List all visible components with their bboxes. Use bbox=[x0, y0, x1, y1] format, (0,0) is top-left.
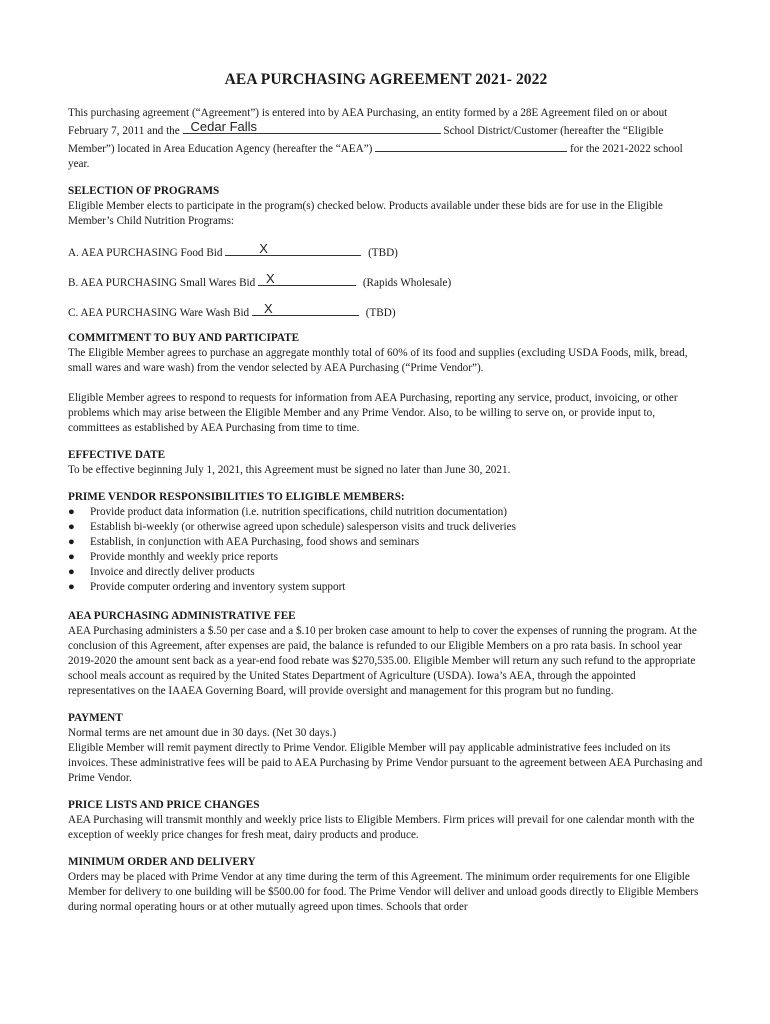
minimum-order-section bbox=[68, 855, 704, 915]
program-small-wares-bid bbox=[68, 273, 704, 289]
responsibilities-section bbox=[68, 490, 704, 595]
list-item-text: Provide monthly and weekly price reports bbox=[90, 551, 278, 563]
effective-date-text: To be effective beginning July 1, 2021, this Agreement must be signed no later than June 30, 2021. bbox=[68, 464, 511, 476]
program-food-bid bbox=[68, 243, 704, 259]
commitment-paragraph-2: Eligible Member agrees to respond to requests for information from AEA Purchasing, reporting any service, product, invoicing, or other problems which may arise between the Eligible Member and any Prime Vendor. Also, to be willing to serve on, or provide input to, committees as established by AEA Purchasing from time to time. bbox=[68, 392, 678, 434]
program-checkbox-field[interactable] bbox=[258, 273, 356, 286]
program-checkbox-field[interactable] bbox=[225, 243, 361, 256]
payment-line-1: Normal terms are net amount due in 30 days. (Net 30 days.) bbox=[68, 727, 337, 739]
bullet-icon: ● bbox=[68, 506, 75, 518]
program-note: (Rapids Wholesale) bbox=[362, 277, 452, 289]
fee-heading: AEA PURCHASING ADMINISTRATIVE FEE bbox=[68, 610, 296, 622]
list-item bbox=[68, 565, 704, 580]
minimum-order-heading: MINIMUM ORDER AND DELIVERY bbox=[68, 856, 256, 868]
selection-section bbox=[68, 184, 704, 319]
responsibilities-heading: PRIME VENDOR RESPONSIBILITIES TO ELIGIBLE MEMBERS: bbox=[68, 491, 405, 503]
payment-heading: PAYMENT bbox=[68, 712, 123, 724]
list-item-text: Establish, in conjunction with AEA Purchasing, food shows and seminars bbox=[90, 536, 420, 548]
list-item bbox=[68, 580, 704, 595]
selection-heading: SELECTION OF PROGRAMS bbox=[68, 185, 220, 197]
program-label: B. AEA PURCHASING Small Wares Bid bbox=[68, 277, 256, 289]
list-item bbox=[68, 505, 704, 520]
list-item-text: Establish bi-weekly (or otherwise agreed upon schedule) salesperson visits and truck deliveries bbox=[90, 521, 516, 533]
program-label: A. AEA PURCHASING Food Bid bbox=[68, 247, 223, 259]
program-ware-wash-bid bbox=[68, 303, 704, 319]
bullet-icon: ● bbox=[68, 521, 75, 533]
district-field[interactable] bbox=[183, 121, 441, 134]
intro-text-1: This purchasing agreement (“Agreement”) is entered into by AEA Purchasing, an entity formed by a 28E Agreement filed on or about February 7, 2011 and the bbox=[68, 107, 668, 137]
intro-text-2: School District/Customer (hereafter the “Eligible Member”) located in Area Education Agency (hereafter the “AEA”) bbox=[68, 125, 664, 155]
program-check-mark: X bbox=[259, 241, 268, 256]
list-item bbox=[68, 520, 704, 535]
fee-text: AEA Purchasing administers a $.50 per case and a $.10 per broken case amount to help to cover the expenses of running the program. At the conclusion of this Agreement, after expenses are paid, the balance is refunded to our Eligible Members on a pro rata basis. In school year 2019-2020 the amount sent back as a year-end food rebate was $270,535.00. Eligible Member will return any such refund to the appropriate school meals account as required by the United States Department of Agriculture (USDA). Iowa’s AEA, through the appointed representatives on the IAAEA Governing Board, will provide oversight and management for this program but no funding. bbox=[68, 625, 697, 697]
payment-line-2: Eligible Member will remit payment directly to Prime Vendor. Eligible Member will pay applicable administrative fees included on its invoices. These administrative fees will be paid to AEA Purchasing by Prime Vendor pursuant to the agreement between AEA Purchasing and Prime Vendor. bbox=[68, 742, 703, 784]
document-body bbox=[68, 72, 704, 915]
fee-section bbox=[68, 609, 704, 699]
list-item bbox=[68, 550, 704, 565]
document-title: AEA PURCHASING AGREEMENT 2021- 2022 bbox=[224, 71, 548, 88]
commitment-section bbox=[68, 331, 704, 436]
program-note: (TBD) bbox=[365, 307, 396, 319]
intro-paragraph bbox=[68, 106, 704, 172]
bullet-icon: ● bbox=[68, 551, 75, 563]
program-note: (TBD) bbox=[368, 247, 398, 259]
effective-date-section bbox=[68, 448, 704, 478]
minimum-order-text: Orders may be placed with Prime Vendor at any time during the term of this Agreement. The minimum order requirements for one Eligible Member for delivery to one building will be $500.00 for food. The Prime Vendor will deliver and unload goods directly to Eligible Members during normal operating hours or at other mutually agreed upon times. Schools that order bbox=[68, 871, 699, 913]
program-label: C. AEA PURCHASING Ware Wash Bid bbox=[68, 307, 250, 319]
price-lists-section bbox=[68, 798, 704, 843]
price-lists-heading: PRICE LISTS AND PRICE CHANGES bbox=[68, 799, 260, 811]
payment-section bbox=[68, 711, 704, 786]
selection-text: Eligible Member elects to participate in the program(s) checked below. Products available under these bids are for use in the Eligible Member’s Child Nutrition Programs: bbox=[68, 200, 663, 227]
commitment-heading: COMMITMENT TO BUY AND PARTICIPATE bbox=[68, 332, 300, 344]
program-checkbox-field[interactable] bbox=[252, 303, 359, 316]
program-check-mark: X bbox=[266, 271, 275, 286]
bullet-icon: ● bbox=[68, 566, 75, 578]
responsibilities-list bbox=[68, 505, 704, 595]
list-item-text: Provide computer ordering and inventory system support bbox=[90, 581, 346, 593]
aea-field[interactable] bbox=[375, 139, 567, 152]
bullet-icon: ● bbox=[68, 536, 75, 548]
bullet-icon: ● bbox=[68, 581, 75, 593]
list-item-text: Invoice and directly deliver products bbox=[90, 566, 255, 578]
intro-text-3: for the 2021-2022 school year. bbox=[68, 143, 683, 170]
list-item bbox=[68, 535, 704, 550]
commitment-paragraph-1: The Eligible Member agrees to purchase an aggregate monthly total of 60% of its food and supplies (excluding USDA Foods, milk, bread, small wares and ware wash) from the vendor selected by AEA Purchasing (“Prime Vendor”). bbox=[68, 347, 688, 374]
district-value: Cedar Falls bbox=[190, 119, 258, 134]
price-lists-text: AEA Purchasing will transmit monthly and weekly price lists to Eligible Members. Firm prices will prevail for one calendar month with the exception of weekly price changes for fresh meat, dairy products and produce. bbox=[68, 814, 695, 841]
program-check-mark: X bbox=[263, 301, 273, 316]
effective-date-heading: EFFECTIVE DATE bbox=[68, 449, 166, 461]
list-item-text: Provide product data information (i.e. nutrition specifications, child nutrition documentation) bbox=[90, 506, 507, 518]
